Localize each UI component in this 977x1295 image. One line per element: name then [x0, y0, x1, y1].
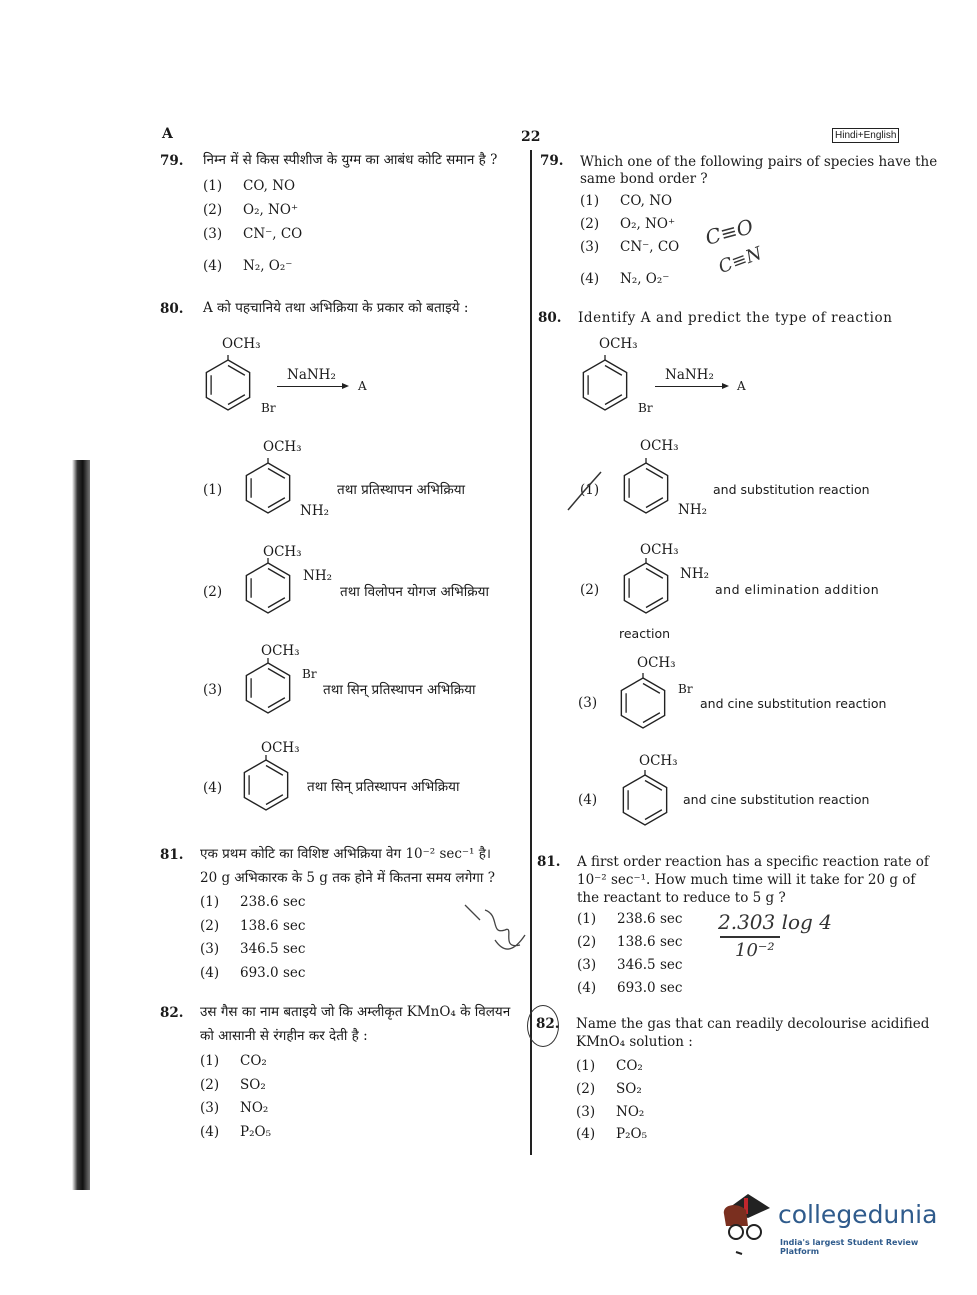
product-label: A	[737, 379, 746, 393]
benzene-ring	[240, 658, 296, 718]
option-label: (2)	[576, 1081, 596, 1097]
option-text: CO₂	[240, 1053, 267, 1069]
option-text: 138.6 sec	[240, 918, 306, 934]
och3-label: OCH₃	[261, 740, 300, 756]
q81-number: 81.	[160, 847, 184, 863]
option-text: तथा विलोपन योगज अभिक्रिया	[340, 584, 489, 600]
q82-text-line2: KMnO₄ solution :	[576, 1034, 693, 1050]
option-text: SO₂	[616, 1081, 642, 1097]
och3-label: OCH₃	[637, 655, 676, 671]
option-label: (2)	[580, 216, 600, 232]
q80-text: Identify A and predict the type of reaction	[578, 310, 893, 326]
option-text: P₂O₅	[240, 1124, 271, 1140]
q81-text-line2: 10⁻² sec⁻¹. How much time will it take for 20 g of	[577, 872, 916, 888]
option-text: तथा प्रतिस्थापन अभिक्रिया	[337, 482, 466, 498]
option-label: (3)	[577, 957, 597, 973]
q80-number: 80.	[160, 301, 184, 317]
handwritten-tick	[565, 470, 605, 515]
br-label: Br	[638, 401, 653, 415]
option-label: (4)	[200, 965, 220, 981]
option-text: 138.6 sec	[617, 934, 683, 950]
och3-label: OCH₃	[263, 544, 302, 560]
q79-number: 79.	[540, 153, 564, 169]
option-text: O₂, NO⁺	[243, 202, 299, 218]
section-label: A	[162, 126, 173, 142]
nh2-label: NH₂	[300, 503, 329, 519]
och3-label: OCH₃	[263, 439, 302, 455]
q82-number: 82.	[160, 1005, 184, 1021]
benzene-ring	[618, 558, 674, 618]
option-label: (1)	[200, 894, 220, 910]
och3-label: OCH₃	[639, 753, 678, 769]
q82-text-line1: Name the gas that can readily decolourise acidified	[576, 1016, 930, 1032]
collegedunia-logo	[718, 1190, 948, 1260]
option-text: तथा सिन् प्रतिस्थापन अभिक्रिया	[307, 779, 460, 795]
option-label: (4)	[576, 1126, 596, 1142]
q81-text-line2: 20 g अभिकारक के 5 g तक होने में कितना समय लगेगा ?	[200, 870, 495, 886]
option-label: (3)	[580, 239, 600, 255]
option-text: O₂, NO⁺	[620, 216, 676, 232]
q79-text-line1: Which one of the following pairs of species have the	[580, 154, 938, 170]
q81-text-line3: the reactant to reduce to 5 g ?	[577, 890, 786, 906]
mascot-icon	[718, 1190, 776, 1260]
option-label: (3)	[576, 1104, 596, 1120]
option-label: (1)	[580, 193, 600, 209]
option-label: (4)	[203, 258, 223, 274]
option-label: (2)	[200, 1077, 220, 1093]
och3-label: OCH₃	[599, 336, 638, 352]
option-text: CN⁻, CO	[620, 239, 680, 255]
handwritten-note: C≡O	[702, 214, 756, 250]
handwritten-circle	[527, 1005, 559, 1047]
och3-label: OCH₃	[640, 438, 679, 454]
option-text: 346.5 sec	[617, 957, 683, 973]
reaction-arrow	[655, 386, 727, 387]
nh2-label: NH₂	[680, 566, 709, 582]
q79-text-line2: same bond order ?	[580, 171, 708, 187]
benzene-ring	[240, 558, 296, 618]
q82-text-line2: को आसानी से रंगहीन कर देती है :	[200, 1028, 368, 1044]
nh2-label: NH₂	[303, 568, 332, 584]
br-label: Br	[302, 667, 317, 681]
handwritten-note: 2.303 log 4	[718, 910, 832, 934]
benzene-ring	[618, 458, 674, 518]
language-badge: Hindi+English	[832, 128, 899, 143]
option-label: (4)	[200, 1124, 220, 1140]
benzene-ring	[200, 355, 256, 415]
logo-name: collegedunia	[778, 1200, 938, 1229]
option-label: (3)	[203, 682, 223, 698]
column-divider	[530, 150, 532, 1155]
och3-label: OCH₃	[640, 542, 679, 558]
option-text: and elimination addition	[715, 582, 880, 597]
option-text: 238.6 sec	[240, 894, 306, 910]
option-text: NO₂	[240, 1100, 269, 1116]
option-label: (1)	[576, 1058, 596, 1074]
option-label: (4)	[203, 780, 223, 796]
q79-text: निम्न में से किस स्पीशीज के युग्म का आबंध कोटि समान है ?	[203, 152, 498, 168]
q82-text-line1: उस गैस का नाम बताइये जो कि अम्लीकृत KMnO₄ के विलयन	[200, 1004, 511, 1020]
option-text: 693.0 sec	[240, 965, 306, 981]
option-label: (1)	[200, 1053, 220, 1069]
option-label: (3)	[200, 1100, 220, 1116]
option-text: CO₂	[616, 1058, 643, 1074]
product-label: A	[358, 379, 367, 393]
br-label: Br	[261, 401, 276, 415]
handwritten-note: C≡N	[715, 243, 765, 278]
q80-text: A को पहचानिये तथा अभिक्रिया के प्रकार को बताइये :	[203, 300, 469, 316]
reagent-label: NaNH₂	[665, 367, 714, 383]
option-label: (4)	[577, 980, 597, 996]
option-label: (4)	[578, 792, 598, 808]
option-label: (3)	[203, 226, 223, 242]
option-label: (4)	[580, 271, 600, 287]
br-label: Br	[678, 682, 693, 696]
q80-number: 80.	[538, 310, 562, 326]
och3-label: OCH₃	[261, 643, 300, 659]
scan-edge-artifact	[72, 460, 90, 1190]
option-text: SO₂	[240, 1077, 266, 1093]
option-text: तथा सिन् प्रतिस्थापन अभिक्रिया	[323, 682, 476, 698]
benzene-ring	[238, 755, 294, 815]
q81-text-line1: एक प्रथम कोटि का विशिष्ट अभिक्रिया वेग 10⁻² sec⁻¹ है।	[200, 846, 492, 862]
benzene-ring	[617, 770, 673, 830]
option-text: NO₂	[616, 1104, 645, 1120]
reagent-label: NaNH₂	[287, 367, 336, 383]
option-label: (3)	[200, 941, 220, 957]
q82-number: 82.	[536, 1016, 560, 1032]
option-text: CN⁻, CO	[243, 226, 303, 242]
option-text: 238.6 sec	[617, 911, 683, 927]
option-text: 346.5 sec	[240, 941, 306, 957]
option-label: (1)	[580, 482, 600, 498]
option-label: (1)	[203, 482, 223, 498]
nh2-label: NH₂	[678, 502, 707, 518]
benzene-ring	[615, 673, 671, 733]
q81-text-line1: A first order reaction has a specific reaction rate of	[577, 854, 929, 870]
option-label: (3)	[578, 695, 598, 711]
option-text: 693.0 sec	[617, 980, 683, 996]
logo-tagline: India's largest Student Review Platform	[780, 1238, 919, 1256]
option-text: N₂, O₂⁻	[620, 271, 670, 287]
option-label: (2)	[203, 584, 223, 600]
option-text: and substitution reaction	[713, 482, 870, 497]
och3-label: OCH₃	[222, 336, 261, 352]
option-label: (2)	[577, 934, 597, 950]
option-label: (2)	[203, 202, 223, 218]
option-text-continued: reaction	[619, 626, 671, 641]
option-text: N₂, O₂⁻	[243, 258, 293, 274]
option-text: and cine substitution reaction	[700, 696, 887, 711]
benzene-ring	[577, 355, 633, 415]
option-text: and cine substitution reaction	[683, 792, 870, 807]
handwritten-note: 10⁻²	[735, 940, 775, 961]
option-text: CO, NO	[620, 193, 673, 209]
option-label: (2)	[580, 582, 600, 598]
handwritten-scribble	[460, 895, 530, 965]
q81-number: 81.	[537, 854, 561, 870]
reaction-arrow	[277, 386, 347, 387]
page-number: 22	[521, 129, 541, 145]
handwritten-fraction-bar	[720, 936, 780, 938]
option-label: (1)	[577, 911, 597, 927]
option-label: (2)	[200, 918, 220, 934]
benzene-ring	[240, 458, 296, 518]
option-text: P₂O₅	[616, 1126, 647, 1142]
option-label: (1)	[203, 178, 223, 194]
option-text: CO, NO	[243, 178, 296, 194]
q79-number: 79.	[160, 153, 184, 169]
